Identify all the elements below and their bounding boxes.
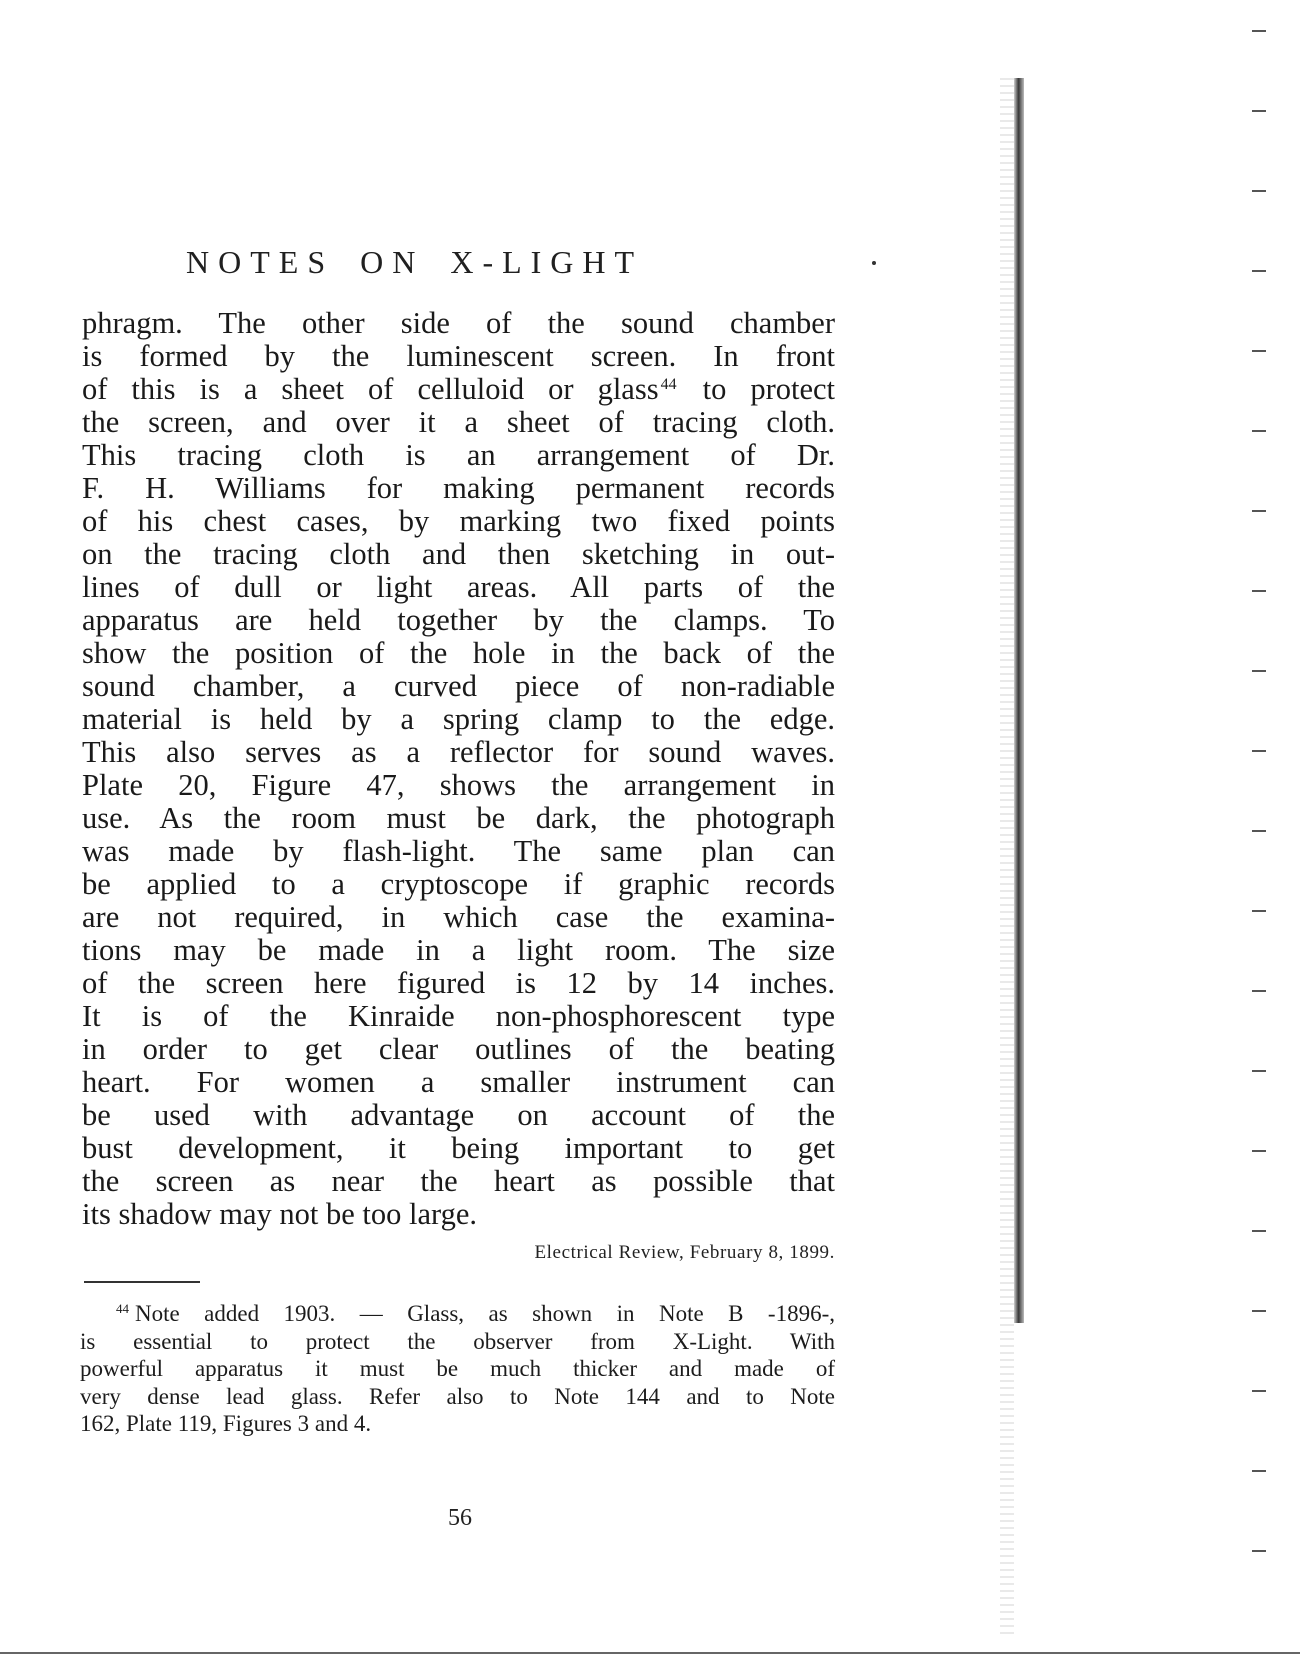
body-line: was made by flash-light. The same plan can <box>82 834 835 868</box>
footnote-line: is essential to protect the observer from X-Light. With <box>80 1328 835 1354</box>
body-line: of his chest cases, by marking two fixed points <box>82 504 835 538</box>
footnote-line: very dense lead glass. Refer also to Note 144 and to Note <box>80 1383 835 1409</box>
body-line: the screen, and over it a sheet of tracing cloth. <box>82 405 835 439</box>
running-head-word: X-LIGHT <box>450 244 644 280</box>
body-line: This tracing cloth is an arrangement of Dr. <box>82 438 835 472</box>
scan-edge-tick <box>1252 270 1266 272</box>
footnote-line: 162, Plate 119, Figures 3 and 4. <box>80 1411 372 1436</box>
scan-edge-tick <box>1252 30 1266 32</box>
body-line: material is held by a spring clamp to the edge. <box>82 702 835 736</box>
running-head-word: NOTES <box>186 244 335 280</box>
body-line: It is of the Kinraide non-phosphorescent type <box>82 999 835 1033</box>
scan-edge-tick <box>1252 590 1266 592</box>
scan-edge-tick <box>1252 1550 1266 1552</box>
running-head-word: ON <box>360 244 425 280</box>
body-line: bust development, it being important to get <box>82 1131 835 1165</box>
body-line: Plate 20, Figure 47, shows the arrangement in <box>82 768 835 802</box>
body-line: heart. For women a smaller instrument can <box>82 1065 835 1099</box>
scan-edge-tick <box>1252 990 1266 992</box>
footnote-marker: 44 <box>116 1301 129 1316</box>
scan-edge-tick <box>1252 430 1266 432</box>
body-line-text: of this is a sheet of celluloid or glass <box>82 372 659 406</box>
body-line: lines of dull or light areas. All parts of the <box>82 570 835 604</box>
scan-edge-tick <box>1252 670 1266 672</box>
body-line: use. As the room must be dark, the photograph <box>82 801 835 835</box>
source-citation: Electrical Review, February 8, 1899. <box>534 1242 835 1263</box>
scan-edge-tick <box>1252 190 1266 192</box>
body-text <box>82 307 835 1231</box>
scan-edge-tick <box>1252 1070 1266 1072</box>
body-line: sound chamber, a curved piece of non-radiable <box>82 669 835 703</box>
body-line: apparatus are held together by the clamps. To <box>82 603 835 637</box>
body-line: its shadow may not be too large. <box>82 1197 478 1231</box>
scan-edge-tick <box>1252 350 1266 352</box>
body-line: the screen as near the heart as possible that <box>82 1164 835 1198</box>
body-line <box>82 373 835 406</box>
body-line: be applied to a cryptoscope if graphic records <box>82 867 835 901</box>
body-line: show the position of the hole in the back of the <box>82 636 835 670</box>
scan-edge-tick <box>1252 1390 1266 1392</box>
body-line: is formed by the luminescent screen. In front <box>82 339 835 373</box>
footnote <box>80 1300 835 1438</box>
body-line: tions may be made in a light room. The size <box>82 933 835 967</box>
footnote-line: powerful apparatus it must be much thicker and made of <box>80 1356 835 1381</box>
body-line: are not required, in which case the examina- <box>82 900 835 934</box>
page-number: 56 <box>448 1505 472 1531</box>
body-line: This also serves as a reflector for sound waves. <box>82 735 835 769</box>
footnote-rule <box>84 1281 200 1283</box>
scan-edge-tick <box>1252 1310 1266 1312</box>
binding-shadow <box>1014 78 1024 1323</box>
binding-fade <box>1000 78 1014 1638</box>
scan-edge-tick <box>1252 510 1266 512</box>
running-head <box>186 244 786 281</box>
scan-edge-tick <box>1252 1230 1266 1232</box>
body-line: phragm. The other side of the sound chamber <box>82 306 835 340</box>
body-line: of the screen here figured is 12 by 14 inches. <box>82 966 835 1000</box>
body-line: in order to get clear outlines of the beating <box>82 1032 835 1066</box>
scan-edge-tick <box>1252 910 1266 912</box>
scan-edge-tick <box>1252 830 1266 832</box>
scan-edge-tick <box>1252 750 1266 752</box>
footnote-reference: 44 <box>660 376 677 393</box>
body-line: on the tracing cloth and then sketching in out- <box>82 537 835 571</box>
footnote-line-text: Note added 1903. — Glass, as shown in Note B -1896-, <box>135 1301 835 1326</box>
scan-edge-tick <box>1252 110 1266 112</box>
body-line-text: to protect <box>678 372 836 406</box>
body-line: be used with advantage on account of the <box>82 1098 835 1132</box>
scan-edge-tick <box>1252 1470 1266 1472</box>
scan-speck <box>872 261 876 265</box>
page-bottom-edge <box>0 1652 1300 1654</box>
body-line: F. H. Williams for making permanent records <box>82 471 835 505</box>
footnote-line <box>80 1300 835 1328</box>
scan-edge-tick <box>1252 1150 1266 1152</box>
